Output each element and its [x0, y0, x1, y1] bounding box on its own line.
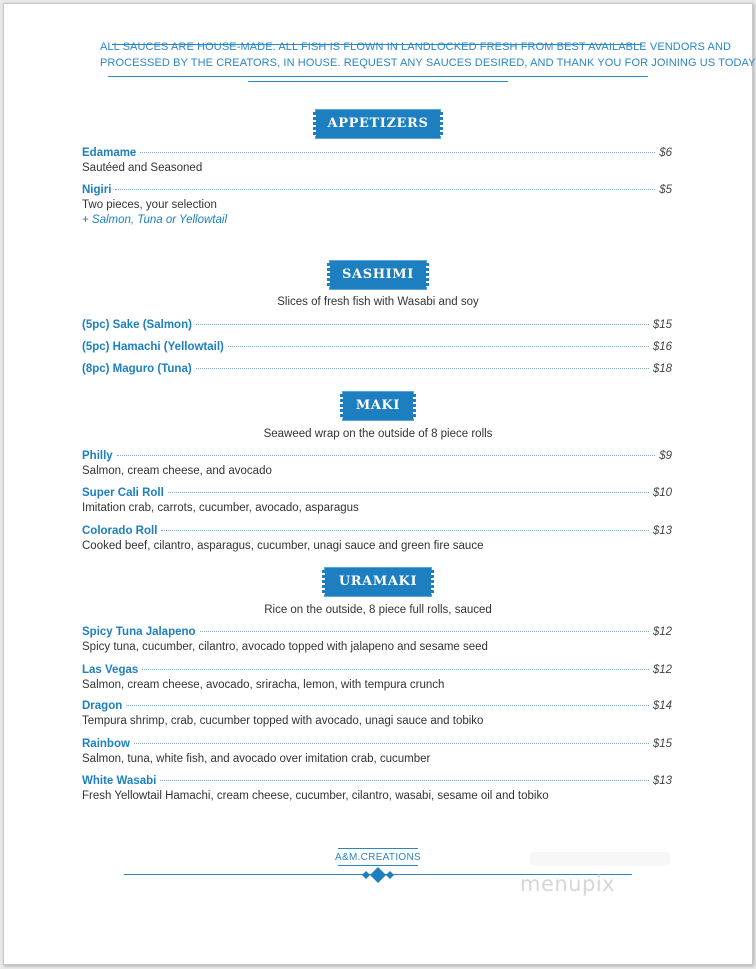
- notice-line-1: ALL SAUCES ARE HOUSE-MADE. ALL FISH IS FLOWN IN LANDLOCKED FRESH FROM BEST AVAILABLE VENDORS AND: [100, 41, 732, 53]
- watermark-shadow: [530, 852, 670, 866]
- menu-item-dragon: [82, 699, 672, 729]
- notice-line-2: PROCESSED BY THE CREATORS, IN HOUSE. REQUEST ANY SAUCES DESIRED, AND THANK YOU FOR JOINING US TODAY: [100, 57, 756, 69]
- item-name: Super Cali Roll: [82, 487, 164, 499]
- item-price: $14: [652, 700, 672, 712]
- leader-dots: [161, 529, 648, 531]
- menu-item-sake: [82, 318, 672, 333]
- item-name: Spicy Tuna Jalapeno: [82, 626, 196, 638]
- item-price: $5: [659, 184, 672, 196]
- notice-divider: [108, 76, 648, 77]
- item-name: Nigiri: [82, 184, 112, 196]
- menu-item-nigiri: [82, 183, 672, 228]
- item-description: Tempura shrimp, crab, cucumber topped with avocado, unagi sauce and tobiko: [82, 715, 484, 727]
- item-name: Edamame: [82, 147, 137, 159]
- item-description: Spicy tuna, cucumber, cilantro, avocado topped with jalapeno and sesame seed: [82, 641, 488, 653]
- item-name: Las Vegas: [82, 664, 139, 676]
- item-name: Rainbow: [82, 738, 130, 750]
- item-description: Sautéed and Seasoned: [82, 162, 203, 174]
- item-price: $9: [659, 450, 672, 462]
- leader-dots: [228, 345, 649, 347]
- leader-dots: [160, 779, 648, 781]
- footer-diamond-ornament: [348, 865, 408, 885]
- item-options: + Salmon, Tuna or Yellowtail: [82, 214, 228, 226]
- item-description: Salmon, cream cheese, avocado, sriracha, lemon, with tempura crunch: [82, 679, 445, 691]
- item-price: $12: [652, 626, 672, 638]
- item-name: (5pc) Sake (Salmon): [82, 319, 192, 331]
- item-name: White Wasabi: [82, 775, 157, 787]
- uramaki-banner: URAMAKI: [325, 568, 431, 596]
- notice-bottom-rule: [248, 81, 508, 82]
- item-description: Salmon, tuna, white fish, and avocado over imitation crab, cucumber: [82, 753, 431, 765]
- item-description: Cooked beef, cilantro, asparagus, cucumber, unagi sauce and green fire sauce: [82, 540, 484, 552]
- item-price: $15: [652, 319, 672, 331]
- item-price: $6: [659, 147, 672, 159]
- item-price: $18: [652, 363, 672, 375]
- uramaki-subtitle: Rice on the outside, 8 piece full rolls, sauced: [264, 604, 492, 616]
- menu-item-white-wasabi: [82, 774, 672, 804]
- leader-dots: [196, 367, 649, 369]
- menu-item-spicy-tuna-jalapeno: [82, 625, 672, 655]
- leader-dots: [134, 742, 649, 744]
- leader-dots: [142, 668, 649, 670]
- maki-subtitle: Seaweed wrap on the outside of 8 piece rolls: [263, 428, 493, 440]
- leader-dots: [140, 151, 655, 153]
- sashimi-banner: SASHIMI: [330, 261, 426, 289]
- item-description: Fresh Yellowtail Hamachi, cream cheese, cucumber, cilantro, wasabi, sesame oil and tobiko: [82, 790, 549, 802]
- leader-dots: [126, 704, 649, 706]
- menu-item-super-cali-roll: [82, 486, 672, 516]
- menu-item-hamachi: [82, 340, 672, 355]
- item-price: $13: [652, 525, 672, 537]
- item-price: $13: [652, 775, 672, 787]
- item-description: Two pieces, your selection: [82, 199, 217, 211]
- item-price: $15: [652, 738, 672, 750]
- maki-banner: MAKI: [343, 392, 413, 420]
- leader-dots: [200, 630, 649, 632]
- item-price: $10: [652, 487, 672, 499]
- notice-text: [100, 39, 756, 71]
- menupix-watermark: menupix: [520, 872, 616, 896]
- item-description: Salmon, cream cheese, and avocado: [82, 465, 272, 477]
- leader-dots: [196, 323, 649, 325]
- item-name: (5pc) Hamachi (Yellowtail): [82, 341, 224, 353]
- menu-item-maguro: [82, 362, 672, 377]
- menu-item-las-vegas: [82, 663, 672, 693]
- appetizers-banner: APPETIZERS: [316, 110, 440, 138]
- menu-item-edamame: [82, 146, 672, 176]
- menu-item-colorado-roll: [82, 524, 672, 554]
- leader-dots: [168, 491, 649, 493]
- footer-top-rule: [338, 848, 418, 849]
- menu-item-philly: [82, 449, 672, 479]
- item-price: $16: [652, 341, 672, 353]
- item-name: Dragon: [82, 700, 123, 712]
- item-name: (8pc) Maguro (Tuna): [82, 363, 192, 375]
- sashimi-subtitle: Slices of fresh fish with Wasabi and soy: [277, 296, 479, 308]
- item-name: Philly: [82, 450, 113, 462]
- leader-dots: [117, 454, 656, 456]
- item-description: Imitation crab, carrots, cucumber, avocado, asparagus: [82, 502, 359, 514]
- item-name: Colorado Roll: [82, 525, 158, 537]
- footer-brand: A&M.CREATIONS: [335, 852, 421, 863]
- item-price: $12: [652, 664, 672, 676]
- leader-dots: [115, 188, 655, 190]
- menu-item-rainbow: [82, 737, 672, 767]
